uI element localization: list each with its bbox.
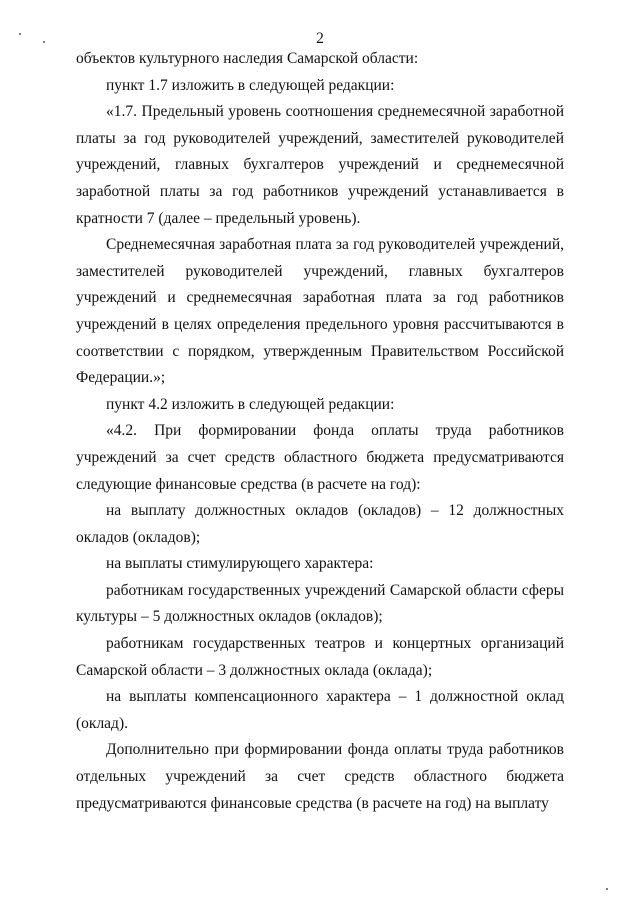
page-number: 2: [316, 30, 324, 47]
document-body: [76, 46, 564, 817]
paragraph-1: объектов культурного наследия Самарской области:: [76, 50, 419, 67]
paragraph-9: работникам государственных учреждений Самарской области сферы культуры – 5 должностных окладов (окладов);: [76, 581, 564, 626]
scan-speck: [606, 888, 608, 890]
paragraph-10: работникам государственных театров и концертных организаций Самарской области – 3 должностных оклада (оклада);: [76, 635, 564, 679]
scan-speck: [43, 41, 45, 43]
paragraph-4: Среднемесячная заработная плата за год руководителей учреждений, заместителей руководителей учреждений, главных бухгалтеров учреждений и среднемесячная заработная плата за год работников учреждений в целях определения предельного уровня рассчитываются в соответствии с порядком, утвержденным Правительством Российской Федерации.»;: [76, 236, 564, 387]
paragraph-12: Дополнительно при формировании фонда оплаты труда работников отдельных учреждений за счет средств областного бюджета предусматриваются финансовые средства (в расчете на год) на выплату: [76, 741, 564, 812]
paragraph-6: «4.2. При формировании фонда оплаты труда работников учреждений за счет средств областного бюджета предусматриваются следующие финансовые средства (в расчете на год):: [76, 422, 564, 493]
paragraph-2: пункт 1.7 изложить в следующей редакции:: [106, 76, 395, 94]
paragraph-8: на выплаты стимулирующего характера:: [106, 555, 374, 573]
paragraph-11: на выплаты компенсационного характера – 1 должностной оклад (оклад).: [76, 688, 564, 732]
paragraph-3: «1.7. Предельный уровень соотношения среднемесячной заработной платы за год руководителей учреждений, заместителей руководителей учреждений, главных бухгалтеров учреждений и среднемесячной заработной платы за год работников учреждений устанавливается в кратности 7 (далее – предельный уровень).: [76, 103, 564, 227]
scan-speck: [19, 33, 21, 35]
paragraph-7: на выплату должностных окладов (окладов) – 12 должностных окладов (окладов);: [76, 502, 564, 546]
paragraph-5: пункт 4.2 изложить в следующей редакции:: [106, 395, 395, 413]
